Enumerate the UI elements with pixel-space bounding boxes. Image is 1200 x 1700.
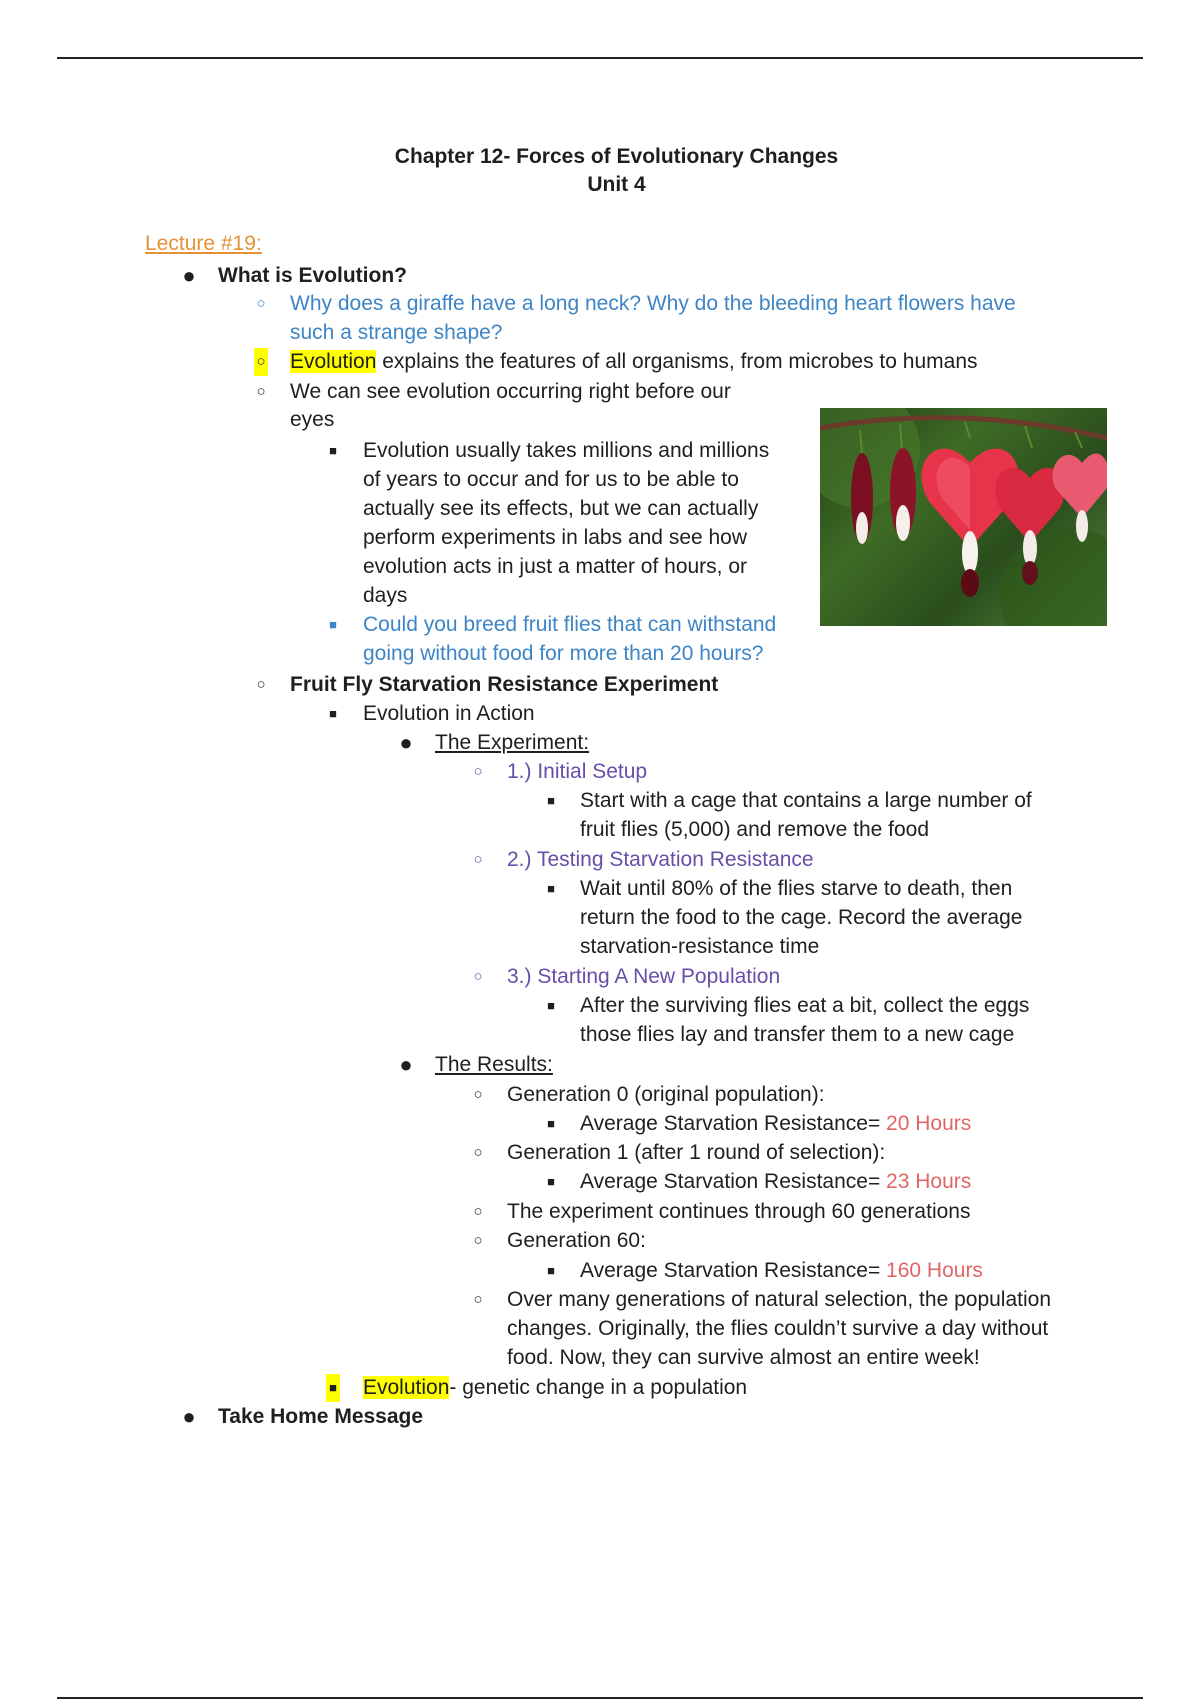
bullet-square: ■	[547, 1174, 555, 1189]
see-evolution-line1: We can see evolution occurring right before our	[290, 380, 731, 403]
bullet-circle: ○	[256, 676, 266, 693]
gen0-resistance: Average Starvation Resistance= 20 Hours	[580, 1112, 972, 1135]
bullet-disc: ●	[182, 1404, 196, 1429]
bottom-rule	[57, 1697, 1143, 1699]
top-rule	[57, 57, 1143, 59]
bullet-circle: ○	[473, 1144, 483, 1161]
bullet-square: ■	[547, 793, 555, 808]
step3-text-line2: those flies lay and transfer them to a new cage	[580, 1023, 1015, 1046]
bullet-disc: ●	[399, 730, 413, 755]
bullet-disc: ●	[399, 1052, 413, 1077]
experiment-heading: Fruit Fly Starvation Resistance Experiment	[290, 673, 719, 696]
page-subtitle: Unit 4	[587, 173, 646, 196]
bullet-square: ■	[547, 998, 555, 1013]
bullet-square: ■	[547, 1263, 555, 1278]
bullet-circle: ○	[473, 1291, 483, 1308]
bullet-square: ■	[329, 617, 337, 632]
step2-text-line3: starvation-resistance time	[580, 935, 820, 958]
bullet-circle: ○	[473, 1203, 483, 1220]
see-evolution-line2: eyes	[290, 408, 335, 431]
evolution-highlight: Evolution	[290, 350, 377, 373]
takes-millions-line1: Evolution usually takes millions and millions	[363, 439, 770, 462]
experiment-continues: The experiment continues through 60 generations	[507, 1200, 971, 1223]
bullet-circle: ○	[256, 383, 266, 400]
bullet-circle: ○	[254, 348, 268, 376]
generation-1: Generation 1 (after 1 round of selection):	[507, 1141, 886, 1164]
bullet-square: ■	[547, 1116, 555, 1131]
step1-text-line1: Start with a cage that contains a large number of	[580, 789, 1032, 812]
what-is-evolution-heading: What is Evolution?	[218, 264, 407, 287]
generation-60: Generation 60:	[507, 1229, 646, 1252]
bullet-square: ■	[329, 443, 337, 458]
gen60-value: 160 Hours	[886, 1259, 983, 1282]
step2-heading: 2.) Testing Starvation Resistance	[507, 848, 814, 871]
bullet-circle: ○	[473, 763, 483, 780]
over-many-line1: Over many generations of natural selection, the population	[507, 1288, 1052, 1311]
bullet-circle: ○	[473, 1232, 483, 1249]
step1-text-line2: fruit flies (5,000) and remove the food	[580, 818, 930, 841]
step2-text-line2: return the food to the cage. Record the average	[580, 906, 1023, 929]
evolution-definition: Evolution- genetic change in a population	[363, 1376, 748, 1399]
takes-millions-line4: perform experiments in labs and see how	[363, 526, 748, 549]
giraffe-question-line1: Why does a giraffe have a long neck? Why do the bleeding heart flowers have	[290, 292, 1016, 315]
bullet-circle: ○	[256, 295, 266, 312]
the-experiment-heading: The Experiment:	[435, 731, 590, 754]
evolution-def-highlight: Evolution	[363, 1376, 450, 1399]
the-results-heading: The Results:	[435, 1053, 553, 1076]
step1-heading: 1.) Initial Setup	[507, 760, 648, 783]
step3-heading: 3.) Starting A New Population	[507, 965, 781, 988]
evolution-in-action: Evolution in Action	[363, 702, 535, 725]
generation-0: Generation 0 (original population):	[507, 1083, 825, 1106]
bullet-circle: ○	[473, 968, 483, 985]
over-many-line2: changes. Originally, the flies couldn’t survive a day without	[507, 1317, 1049, 1340]
bullet-square: ■	[329, 706, 337, 721]
takes-millions-line5: evolution acts in just a matter of hours, or	[363, 555, 748, 578]
bullet-circle: ○	[473, 851, 483, 868]
step3-text-line1: After the surviving flies eat a bit, collect the eggs	[580, 994, 1030, 1017]
lecture-heading: Lecture #19:	[145, 232, 262, 255]
giraffe-question-line2: such a strange shape?	[290, 321, 503, 344]
bleeding-heart-flower-image	[820, 408, 1107, 626]
over-many-line3: food. Now, they can survive almost an entire week!	[507, 1346, 980, 1369]
gen1-value: 23 Hours	[886, 1170, 972, 1193]
gen60-resistance: Average Starvation Resistance= 160 Hours	[580, 1259, 983, 1282]
takes-millions-line2: of years to occur and for us to be able to	[363, 468, 739, 491]
step2-text-line1: Wait until 80% of the flies starve to death, then	[580, 877, 1013, 900]
takes-millions-line3: actually see its effects, but we can actually	[363, 497, 759, 520]
page-title: Chapter 12- Forces of Evolutionary Changes	[394, 145, 839, 168]
fruit-fly-question-line1: Could you breed fruit flies that can withstand	[363, 613, 777, 636]
bullet-disc: ●	[182, 263, 196, 288]
takes-millions-line6: days	[363, 584, 408, 607]
gen1-resistance: Average Starvation Resistance= 23 Hours	[580, 1170, 972, 1193]
gen0-value: 20 Hours	[886, 1112, 972, 1135]
take-home-heading: Take Home Message	[218, 1405, 424, 1428]
evolution-explains-line: Evolution explains the features of all organisms, from microbes to humans	[290, 350, 978, 373]
fruit-fly-question-line2: going without food for more than 20 hours?	[363, 642, 764, 665]
bullet-circle: ○	[473, 1086, 483, 1103]
bullet-square: ■	[547, 881, 555, 896]
bullet-square: ■	[326, 1374, 340, 1402]
